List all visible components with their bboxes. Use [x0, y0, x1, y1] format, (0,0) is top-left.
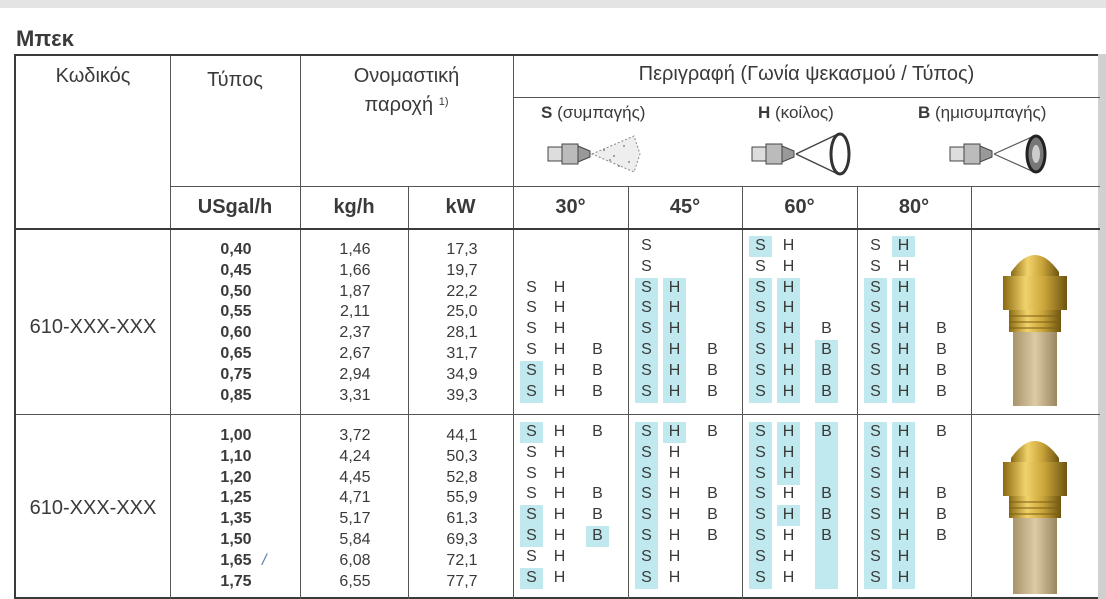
solid-spray-icon	[544, 132, 644, 176]
spray-cell: H	[668, 527, 681, 544]
spray-cell: H	[892, 526, 915, 547]
spray-cell: B	[592, 506, 603, 524]
spray-cell: S	[526, 485, 537, 503]
spray-cell: S	[864, 568, 887, 589]
spray-cell: H	[553, 527, 566, 544]
spray-cell: B	[936, 485, 947, 503]
spray-cell: B	[815, 382, 838, 403]
spray-cell: H	[892, 319, 915, 340]
spray-cell: S	[641, 257, 652, 275]
spray-cell: H	[663, 298, 686, 319]
spray-cell: S	[635, 382, 658, 403]
row-divider	[16, 228, 1100, 230]
spray-cell: B	[592, 423, 603, 440]
spray-cell: H	[668, 464, 681, 482]
spray-cell: H	[553, 382, 566, 400]
spray-cell: S	[526, 320, 537, 338]
spray-cell: S	[635, 505, 658, 526]
spray-cell: S	[749, 464, 772, 485]
spray-cell: S	[864, 484, 887, 505]
spray-cell: H	[663, 319, 686, 340]
spray-cell: S	[520, 526, 543, 547]
spray-cell: H	[892, 236, 915, 257]
spray-cell: H	[892, 340, 915, 361]
spray-cell: H	[782, 485, 795, 503]
spray-cell: H	[777, 443, 800, 464]
col-divider	[300, 56, 301, 599]
spray-cell: H	[777, 505, 800, 526]
spray-cell: B	[815, 484, 838, 505]
spray-cell	[815, 443, 838, 464]
footnote-marker: 1)	[438, 96, 449, 108]
spray-cell: H	[553, 423, 566, 440]
spray-cell: B	[936, 341, 947, 358]
spray-cell: H	[777, 361, 800, 382]
spray-cell: S	[864, 361, 887, 382]
spray-cell: S	[749, 361, 772, 382]
angle-45: 45°	[669, 196, 701, 218]
col-divider	[742, 186, 743, 599]
spray-cell: B	[936, 361, 947, 379]
spray-cell: H	[663, 361, 686, 382]
spray-cell	[815, 547, 838, 568]
spray-cell: H	[892, 443, 915, 464]
spray-cell: S	[520, 422, 543, 443]
spray-cell: H	[897, 257, 910, 275]
spray-cell: H	[892, 464, 915, 485]
spray-cell: H	[553, 568, 566, 586]
semi-solid-spray-icon	[946, 132, 1050, 176]
spray-cell: B	[821, 320, 832, 338]
angle-60: 60°	[784, 196, 815, 218]
spray-cell: H	[553, 278, 566, 296]
spray-cell: H	[668, 568, 681, 586]
spray-cell: S	[520, 568, 543, 589]
spray-cell: S	[864, 443, 887, 464]
spray-cell: S	[635, 340, 658, 361]
group-1-kw: 17,3 19,7 22,2 25,0 28,1 31,7 34,9 39,3	[446, 241, 478, 404]
group-1-usgal: 0,40 0,45 0,50 0,55 0,60 0,65 0,75 0,85	[220, 241, 252, 404]
spray-cell: H	[892, 568, 915, 589]
spray-cell: S	[864, 382, 887, 403]
spray-cell: S	[864, 340, 887, 361]
spray-cell: H	[668, 547, 681, 565]
spray-cell: S	[749, 526, 772, 547]
spray-cell: H	[553, 361, 566, 379]
header-code: Κωδικός	[55, 65, 131, 87]
spray-cell: S	[526, 299, 537, 317]
spray-cell: S	[520, 505, 543, 526]
spray-cell: H	[553, 299, 566, 317]
spray-cell: H	[782, 547, 795, 565]
spray-cell: S	[526, 341, 537, 358]
spray-cell: S	[520, 361, 543, 382]
spray-cell: H	[782, 527, 795, 544]
spray-cell: B	[815, 361, 838, 382]
spray-cell: H	[553, 443, 566, 461]
page-title: Μπεκ	[16, 26, 74, 51]
col-divider	[857, 186, 858, 599]
spray-cell: B	[707, 382, 718, 400]
col-divider	[170, 56, 171, 599]
spray-cell: H	[777, 464, 800, 485]
spray-cell: S	[749, 298, 772, 319]
spray-cell: B	[936, 382, 947, 400]
group-2-kw: 44,1 50,3 52,8 55,9 61,3 69,3 72,1 77,7	[446, 427, 478, 590]
spray-cell: B	[707, 485, 718, 503]
page-edge	[1098, 54, 1106, 599]
spray-cell: S	[526, 464, 537, 482]
spray-cell: H	[892, 298, 915, 319]
spray-cell: H	[777, 278, 800, 299]
spray-cell: H	[782, 257, 795, 275]
header-nominal-flow-2: παροχή $^{1)}$	[364, 94, 449, 116]
header-description: Περιγραφή (Γωνία ψεκασμού / Τύπος)	[638, 63, 975, 85]
spray-cell: H	[668, 485, 681, 503]
spray-cell: B	[586, 526, 609, 547]
spray-cell: S	[870, 237, 881, 254]
spray-cell: H	[553, 320, 566, 338]
spray-cell: B	[707, 341, 718, 358]
spray-cell: B	[592, 485, 603, 503]
spray-cell: H	[892, 382, 915, 403]
spray-type-s-label: S (συμπαγής)	[541, 103, 646, 122]
spray-type-b-label: B (ημισυμπαγής)	[918, 103, 1047, 122]
spray-cell: H	[777, 422, 800, 443]
spray-cell: H	[663, 382, 686, 403]
spray-cell: H	[777, 340, 800, 361]
spray-cell: S	[635, 443, 658, 464]
spray-cell: H	[553, 506, 566, 524]
unit-kw: kW	[445, 196, 476, 218]
spray-cell: B	[815, 505, 838, 526]
spray-cell: S	[749, 484, 772, 505]
spray-cell: S	[635, 422, 658, 443]
scan-edge	[0, 0, 1106, 8]
angle-80: 80°	[898, 196, 930, 218]
spray-cell: S	[749, 547, 772, 568]
spray-cell: B	[936, 527, 947, 544]
spray-cell: B	[707, 506, 718, 524]
spray-type-h-label: H (κοίλος)	[758, 103, 834, 122]
spray-cell: S	[755, 257, 766, 275]
spray-cell: H	[663, 278, 686, 299]
spray-cell: H	[892, 505, 915, 526]
spray-cell: H	[892, 422, 915, 443]
pen-mark: /	[262, 552, 267, 569]
col-divider	[513, 56, 514, 599]
spray-cell: B	[815, 526, 838, 547]
unit-kgh: kg/h	[333, 196, 375, 218]
spray-cell: S	[635, 568, 658, 589]
hollow-spray-icon	[748, 132, 856, 176]
spray-cell: S	[526, 278, 537, 296]
spray-cell: S	[870, 257, 881, 275]
spray-cell: S	[635, 278, 658, 299]
spray-cell	[815, 568, 838, 589]
group-1-code: 610-XXX-XXX	[29, 316, 157, 338]
spray-cell: B	[936, 423, 947, 440]
col-divider	[408, 186, 409, 599]
spray-cell: S	[864, 319, 887, 340]
row-divider	[16, 414, 1100, 415]
row-divider	[513, 97, 1100, 98]
col-divider	[628, 186, 629, 599]
spray-cell: H	[782, 237, 795, 254]
spray-cell: S	[749, 236, 772, 257]
spray-cell: H	[892, 547, 915, 568]
spray-cell: S	[864, 505, 887, 526]
brass-nozzle-image	[995, 428, 1075, 594]
spray-cell: S	[864, 278, 887, 299]
spray-cell: H	[553, 547, 566, 565]
spray-cell: S	[635, 361, 658, 382]
spray-cell: S	[749, 278, 772, 299]
spray-cell: H	[777, 382, 800, 403]
spray-cell: H	[553, 464, 566, 482]
spray-cell: B	[707, 527, 718, 544]
spray-cell: S	[749, 319, 772, 340]
spray-cell: H	[892, 361, 915, 382]
header-type: Τύπος	[207, 69, 263, 91]
spray-cell: B	[592, 382, 603, 400]
spray-cell: S	[864, 526, 887, 547]
spray-cell: H	[668, 506, 681, 524]
spray-cell: S	[749, 505, 772, 526]
spray-cell: S	[520, 382, 543, 403]
spray-cell: S	[635, 298, 658, 319]
spray-cell: S	[526, 443, 537, 461]
row-divider	[170, 186, 1100, 187]
spray-cell: B	[707, 361, 718, 379]
brass-nozzle-image	[995, 242, 1075, 410]
group-2-usgal: 1,00 1,10 1,20 1,25 1,35 1,50 1,65 1,75	[220, 427, 252, 590]
spray-cell: S	[635, 319, 658, 340]
spray-cell: H	[553, 341, 566, 358]
spray-cell: H	[892, 278, 915, 299]
spray-cell: S	[864, 547, 887, 568]
spray-cell: S	[864, 422, 887, 443]
unit-usgal: USgal/h	[197, 196, 273, 218]
spray-cell	[815, 464, 838, 485]
header-nominal-flow: Ονομαστική	[353, 65, 460, 87]
spray-cell: B	[936, 320, 947, 338]
spray-cell: S	[635, 484, 658, 505]
col-divider	[971, 186, 972, 599]
group-2-code: 610-XXX-XXX	[29, 497, 157, 519]
spray-cell: S	[749, 443, 772, 464]
spray-cell: S	[749, 382, 772, 403]
spray-cell: S	[635, 464, 658, 485]
spray-cell: S	[526, 547, 537, 565]
spray-cell: B	[592, 341, 603, 358]
spray-cell: S	[749, 568, 772, 589]
spray-cell: B	[936, 506, 947, 524]
spray-cell: S	[635, 547, 658, 568]
spray-cell: H	[892, 484, 915, 505]
spray-cell: H	[777, 319, 800, 340]
spray-cell: H	[668, 443, 681, 461]
spray-cell: S	[864, 298, 887, 319]
spray-cell: B	[592, 361, 603, 379]
spray-cell: H	[663, 422, 686, 443]
spray-cell: B	[815, 422, 838, 443]
spray-cell: H	[782, 568, 795, 586]
spray-cell: S	[641, 237, 652, 254]
group-2-kgh: 3,72 4,24 4,45 4,71 5,17 5,84 6,08 6,55	[339, 427, 371, 590]
group-1-kgh: 1,46 1,66 1,87 2,11 2,37 2,67 2,94 3,31	[339, 241, 371, 404]
spray-cell: B	[815, 340, 838, 361]
spray-cell: H	[777, 298, 800, 319]
angle-30: 30°	[555, 196, 586, 218]
spray-cell: B	[707, 423, 718, 440]
spray-cell: H	[553, 485, 566, 503]
spray-cell: H	[663, 340, 686, 361]
spray-cell: S	[864, 464, 887, 485]
spray-cell: S	[749, 422, 772, 443]
spray-cell: S	[635, 526, 658, 547]
spray-cell: S	[749, 340, 772, 361]
